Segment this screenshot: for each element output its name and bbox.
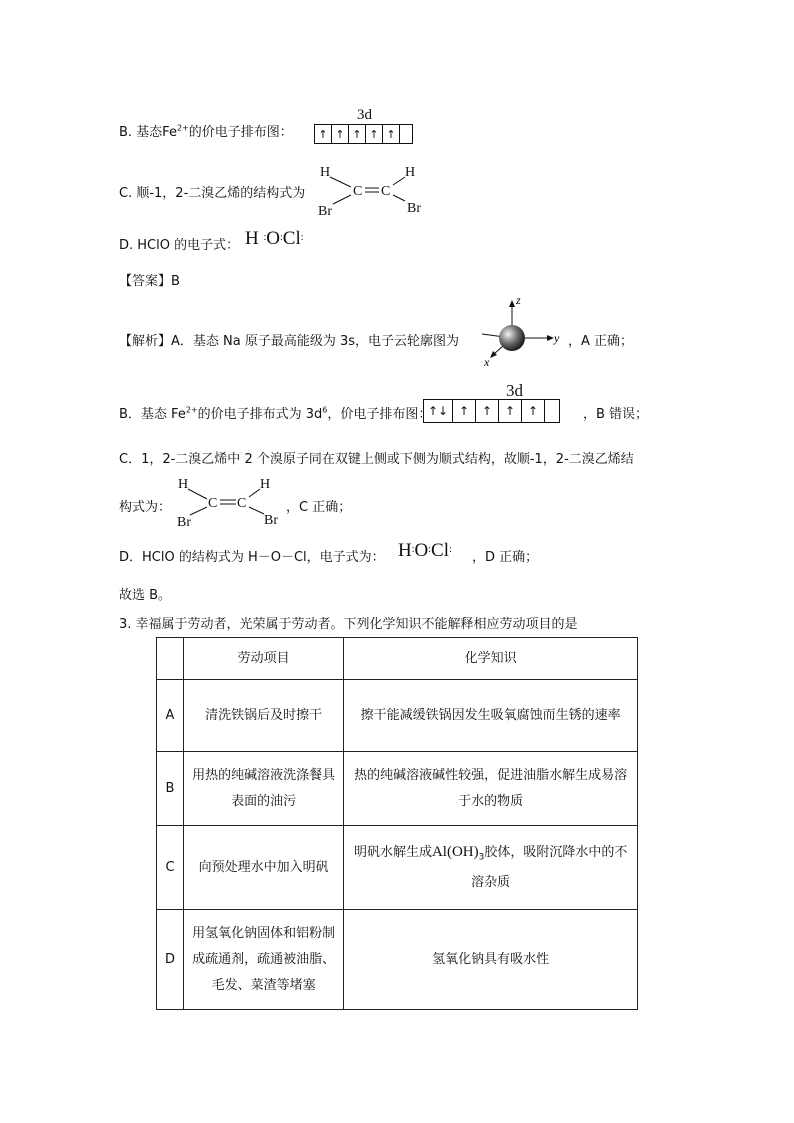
option-cell: B — [157, 752, 184, 826]
project-cell: 清洗铁锅后及时擦干 — [184, 680, 344, 752]
knowledge-cell: 热的纯碱溶液碱性较强，促进油脂水解生成易溶于水的物质 — [344, 752, 638, 826]
option-b-tail: 的价电子排布图： — [188, 125, 293, 140]
axis-x-label: x — [484, 355, 490, 369]
s-orbital-sphere-icon — [478, 294, 568, 369]
knowledge-cell: 擦干能减缓铁锅因发生吸氧腐蚀而生锈的速率 — [344, 680, 638, 752]
atom-c-left: C — [208, 496, 218, 511]
axis-z-label: z — [516, 294, 521, 307]
atom-br-right: Br — [407, 201, 421, 216]
project-cell: 向预处理水中加入明矾 — [184, 826, 344, 910]
orbital-cell-end — [399, 125, 412, 143]
atom-br-left: Br — [318, 204, 332, 219]
orbital-cell: ↑ — [475, 400, 498, 422]
analysis-d-post: ，D 正确； — [472, 550, 539, 565]
atom-o: O — [414, 540, 429, 561]
analysis-c-line1: C．1，2-二溴乙烯中 2 个溴原子同在双键上侧或下侧为顺式结构，故顺-1，2-二溴乙烯结 — [119, 452, 634, 467]
atom-o: O — [266, 228, 280, 249]
analysis-c-line2: 构式为： — [119, 500, 172, 515]
d-electron-count: 6 — [322, 405, 328, 415]
orbital-cell: ↑ — [348, 125, 365, 143]
atom-h-right: H — [405, 165, 416, 180]
table-row — [157, 752, 638, 826]
orbital-cell-end — [544, 400, 559, 422]
orbital-cell: ↑ — [382, 125, 399, 143]
analysis-cis-structure — [172, 474, 290, 530]
knowledge-cell — [344, 826, 638, 910]
fe-charge-2: 2+ — [185, 405, 198, 415]
orbital-diagram — [314, 124, 413, 144]
table-row — [157, 680, 638, 752]
aluminum-hydroxide-formula: Al(OH) — [431, 843, 479, 860]
orbital-cell: ↑ — [498, 400, 521, 422]
orbital-cell: ↑ — [318, 127, 328, 141]
option-d-line — [119, 234, 239, 253]
fe-charge: 2+ — [176, 123, 189, 133]
cis-dibromoethene-structure — [315, 160, 435, 220]
atom-h-right: H — [260, 477, 271, 492]
project-cell: 用氢氧化钠固体和铝粉制成疏通剂，疏通被油脂、毛发、菜渣等堵塞 — [184, 910, 344, 1010]
orbital-cell: ↑ — [521, 400, 544, 422]
table-header-row — [157, 638, 638, 680]
question-3-table — [156, 637, 638, 1010]
analysis-b-post: ，B 错误； — [583, 407, 649, 422]
analysis-d-text: D．HClO 的结构式为 H－O－Cl，电子式为： — [119, 550, 385, 565]
orbital-cell: ↑ — [452, 400, 475, 422]
orbital-label-3d: 3d — [357, 107, 372, 123]
table-row — [157, 826, 638, 910]
option-cell: D — [157, 910, 184, 1010]
analysis-a-text: 【解析】A．基态 Na 原子最高能级为 3s，电子云轮廓图为 — [119, 334, 460, 349]
atom-h: H — [245, 228, 259, 249]
analysis-b-text: B．基态 Fe — [119, 407, 186, 422]
atom-c-right: C — [381, 184, 391, 199]
atom-br-right: Br — [264, 513, 278, 528]
orbital-cell: ↑ — [365, 125, 382, 143]
analysis-b-orbital-label: 3d — [506, 381, 523, 400]
atom-h-left: H — [178, 477, 189, 492]
orbital-cell: ↑ — [331, 125, 348, 143]
atom-c-right: C — [237, 496, 247, 511]
analysis-b-line — [119, 403, 431, 422]
project-cell: 用热的纯碱溶液洗涤餐具表面的油污 — [184, 752, 344, 826]
analysis-a-line — [119, 330, 459, 349]
analysis-a-post: ，A 正确； — [568, 334, 634, 349]
option-cell: A — [157, 680, 184, 752]
formula-subscript: 3 — [478, 852, 485, 863]
header-cell — [157, 638, 184, 680]
header-cell: 劳动项目 — [184, 638, 344, 680]
atom-br-left: Br — [177, 515, 191, 530]
option-b-line — [119, 121, 293, 140]
hclo-correct-lewis: H:O:Cl: — [398, 540, 452, 561]
atom-h: H — [398, 540, 412, 561]
orbital-cell: ↑↓ — [427, 404, 449, 418]
atom-cl: Cl — [431, 540, 449, 561]
knowledge-pre: 明矾水解生成 — [353, 844, 432, 860]
atom-cl: Cl — [282, 228, 301, 249]
option-d-text: D. HClO 的电子式： — [119, 238, 240, 253]
atom-h-left: H — [320, 165, 331, 180]
analysis-b-mid: 的价电子排布式为 3d — [197, 407, 323, 422]
option-c-text: C. 顺-1，2-二溴乙烯的结构式为 — [119, 186, 306, 201]
option-b-text: B. 基态Fe — [119, 125, 177, 140]
question-3-stem: 3. 幸福属于劳动者，光荣属于劳动者。下列化学知识不能解释相应劳动项目的是 — [119, 617, 578, 632]
analysis-c-post: ，C 正确； — [286, 500, 352, 515]
knowledge-post: 胶体，吸附沉降水中的不溶杂质 — [471, 844, 628, 891]
hclo-wrong-lewis: H :O:Cl: — [245, 228, 304, 249]
answer-label: 【答案】B — [119, 274, 180, 289]
conclusion: 故选 B。 — [119, 588, 172, 603]
knowledge-cell: 氢氧化钠具有吸水性 — [344, 910, 638, 1010]
table-row — [157, 910, 638, 1010]
analysis-b-mid2: ，价电子排布图： — [327, 407, 432, 422]
atom-c-left: C — [353, 184, 363, 199]
header-cell: 化学知识 — [344, 638, 638, 680]
correct-orbital-diagram — [423, 399, 560, 423]
axis-y-label: y — [554, 331, 560, 345]
option-cell: C — [157, 826, 184, 910]
